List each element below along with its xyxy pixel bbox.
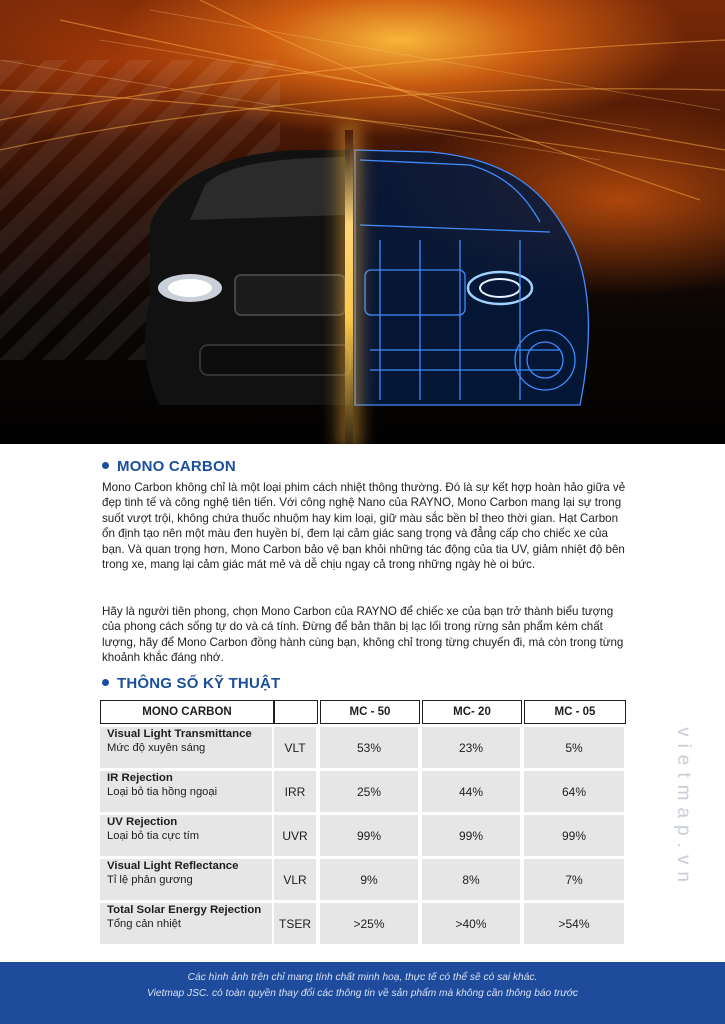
header-product: MONO CARBON: [100, 700, 274, 724]
cell-mc50: 99%: [320, 815, 418, 856]
property-name-en: Total Solar Energy Rejection: [107, 904, 262, 916]
hero-banner-image: [0, 0, 725, 444]
cell-mc20: 23%: [422, 727, 520, 768]
cell-mc50: >25%: [320, 903, 418, 944]
cell-mc05: 64%: [524, 771, 624, 812]
cell-abbr: VLR: [274, 859, 316, 900]
section-title-specs: THÔNG SỐ KỸ THUẬT: [102, 675, 280, 692]
cell-mc20: 8%: [422, 859, 520, 900]
cell-property: [100, 771, 272, 812]
cell-property: [100, 859, 272, 900]
watermark-text: vietmap.vn: [673, 727, 694, 889]
header-mc20: MC- 20: [422, 700, 522, 724]
header-mc05: MC - 05: [524, 700, 626, 724]
light-divider: [345, 130, 353, 444]
table-row: [100, 903, 626, 944]
cell-mc50: 9%: [320, 859, 418, 900]
header-mc50: MC - 50: [320, 700, 420, 724]
cell-property: [100, 815, 272, 856]
cell-property: [100, 727, 272, 768]
cell-mc05: >54%: [524, 903, 624, 944]
light-streaks: [0, 0, 725, 444]
property-name-vi: Mức độ xuyên sáng: [107, 742, 206, 754]
header-abbr: [274, 700, 318, 724]
cell-abbr: VLT: [274, 727, 316, 768]
cell-mc50: 53%: [320, 727, 418, 768]
property-name-vi: Tổng cản nhiệt: [107, 918, 182, 930]
cell-mc05: 7%: [524, 859, 624, 900]
cell-abbr: UVR: [274, 815, 316, 856]
cell-mc05: 5%: [524, 727, 624, 768]
cell-mc20: 44%: [422, 771, 520, 812]
black-car-half: [145, 150, 350, 405]
property-name-en: Visual Light Reflectance: [107, 860, 239, 872]
cell-abbr: TSER: [274, 903, 316, 944]
property-name-vi: Loại bỏ tia hồng ngoại: [107, 786, 218, 798]
footer: [0, 962, 725, 1024]
blue-wireframe-car-half: [355, 150, 588, 405]
cell-property: [100, 903, 272, 944]
table-row: [100, 771, 626, 812]
footer-disclaimer-line2: Vietmap JSC. có toàn quyền thay đổi các thông tin về sản phẩm mà không cần thông báo trước: [147, 988, 578, 999]
cta-paragraph: Hãy là người tiên phong, chọn Mono Carbon của RAYNO để chiếc xe của bạn trở thành biểu tượng của phong cách sống tự do và cá tính. Đừng để bản thân bị lạc lối trong rừng sản phẩm kém chất lượng, hãy để Mono Carbon đồng hành cùng bạn, không chỉ trong từng chuyến đi, mà còn trong từng khoảnh khắc đáng nhớ.: [102, 605, 624, 665]
property-name-en: UV Rejection: [107, 816, 178, 828]
table-row: [100, 815, 626, 856]
property-name-vi: Tỉ lệ phản gương: [107, 874, 193, 886]
cell-abbr: IRR: [274, 771, 316, 812]
cell-mc20: >40%: [422, 903, 520, 944]
property-name-vi: Loại bỏ tia cực tím: [107, 830, 200, 842]
cell-mc50: 25%: [320, 771, 418, 812]
property-name-en: Visual Light Transmittance: [107, 728, 252, 740]
table-row: [100, 859, 626, 900]
property-name-en: IR Rejection: [107, 772, 173, 784]
footer-disclaimer-line1: Các hình ảnh trên chỉ mang tính chất minh hoạ, thực tế có thể sẽ có sai khác.: [187, 972, 538, 983]
bullet-icon: [102, 679, 109, 686]
section-title-mono-carbon: MONO CARBON: [102, 458, 236, 475]
intro-paragraph: Mono Carbon không chỉ là một loại phim cách nhiệt thông thường. Đó là sự kết hợp hoàn hảo giữa vẻ đẹp tinh tế và công nghệ tiên tiến. Với công nghệ Nano của RAYNO, Mono Carbon mang lại sự trong suốt vượt trội, không chứa thuốc nhuộm hay kim loại, giữ màu sắc bền bỉ theo thời gian. Hạt Carbon ổn định tạo nên một màu đen huyền bí, đem lại cảm giác sang trọng và đẳng cấp cho chiếc xe của bạn. Và quan trọng hơn, Mono Carbon bảo vệ bạn khỏi những tác động của tia UV, giảm nhiệt độ bên trong xe, mang lại cảm giác mát mẻ và dễ chịu ngay cả trong những ngày hè oi bức.: [102, 481, 626, 572]
table-row: [100, 727, 626, 768]
bullet-icon: [102, 462, 109, 469]
cell-mc05: 99%: [524, 815, 624, 856]
cell-mc20: 99%: [422, 815, 520, 856]
table-header-row: [100, 700, 626, 724]
